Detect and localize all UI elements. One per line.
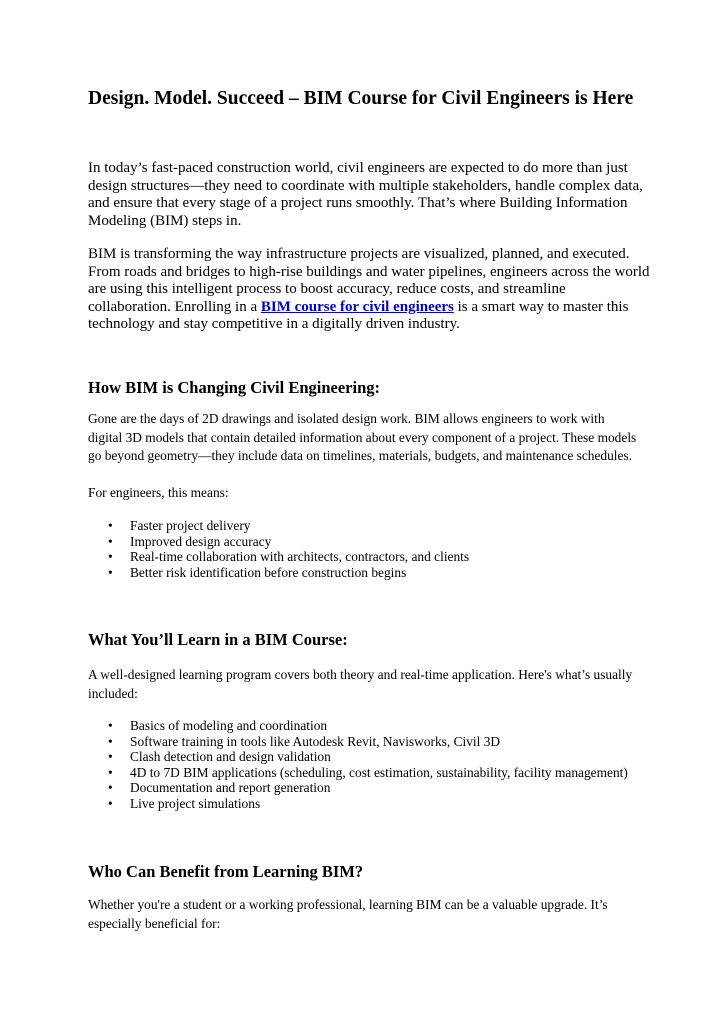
list-item <box>88 734 628 750</box>
list-item-text: Documentation and report generation <box>130 780 331 795</box>
text-line: For engineers, this means: <box>88 485 229 500</box>
list-item <box>88 765 628 781</box>
text-line: go beyond geometry—they include data on timelines, materials, budgets, and maintenance schedules. <box>88 448 633 463</box>
text-segment: is a smart way to master this <box>453 298 629 315</box>
bullet-icon: • <box>108 718 113 733</box>
text-line: especially beneficial for: <box>88 915 221 931</box>
text-line: Whether you're a student or a working professional, learning BIM can be a valuable upgrade. It’s <box>88 897 608 912</box>
text-line: Gone are the days of 2D drawings and isolated design work. BIM allows engineers to work with <box>88 411 605 426</box>
list-item-text: Basics of modeling and coordination <box>130 718 328 733</box>
list-item <box>88 565 469 581</box>
bullet-icon: • <box>108 518 113 533</box>
bullet-icon: • <box>108 795 113 811</box>
bullet-icon: • <box>108 764 113 780</box>
list-item <box>88 780 628 796</box>
list-item-text: Faster project delivery <box>130 518 251 533</box>
bullet-icon: • <box>108 533 113 549</box>
list-item <box>88 534 469 550</box>
text-line: included: <box>88 685 138 701</box>
section-heading-what-learn: What You’ll Learn in a BIM Course: <box>88 630 348 649</box>
list-item-text: Live project simulations <box>130 795 261 811</box>
list-item <box>88 718 628 734</box>
bullet-icon: • <box>108 749 113 764</box>
list-item-text: Better risk identification before construction begins <box>130 564 407 580</box>
bullet-icon: • <box>108 564 113 580</box>
text-line: digital 3D models that contain detailed information about every component of a project. These models <box>88 429 637 445</box>
text-line: Modeling (BIM) steps in. <box>88 212 242 229</box>
who-benefit-paragraph <box>88 896 648 933</box>
text-segment: collaboration. Enrolling in a <box>88 298 261 315</box>
bullet-icon: • <box>108 549 113 564</box>
list-item-text: 4D to 7D BIM applications (scheduling, cost estimation, sustainability, facility management) <box>130 764 628 780</box>
what-learn-paragraph <box>88 666 648 703</box>
text-line: technology and stay competitive in a digitally driven industry. <box>88 316 460 333</box>
text-line: are using this intelligent process to boost accuracy, reduce costs, and streamline <box>88 281 566 298</box>
how-bim-paragraph <box>88 410 648 466</box>
bullet-icon: • <box>108 733 113 749</box>
bim-course-link[interactable]: BIM course for civil engineers <box>260 298 454 315</box>
intro-paragraph <box>88 160 648 230</box>
course-topics-list <box>88 718 628 811</box>
text-line: BIM is transforming the way infrastructure projects are visualized, planned, and executed. <box>88 246 630 262</box>
text-line-with-link <box>88 299 648 317</box>
list-item <box>88 518 469 534</box>
section-heading-how-bim: How BIM is Changing Civil Engineering: <box>88 378 380 397</box>
bullet-icon: • <box>108 780 113 795</box>
list-item-text: Software training in tools like Autodesk Revit, Navisworks, Civil 3D <box>130 733 501 749</box>
benefits-list <box>88 518 469 580</box>
section-heading-who-benefit: Who Can Benefit from Learning BIM? <box>88 862 364 881</box>
list-item-text: Clash detection and design validation <box>130 749 331 764</box>
text-line: and ensure that every stage of a project runs smoothly. That’s where Building Information <box>88 195 628 212</box>
page-title: Design. Model. Succeed – BIM Course for Civil Engineers is Here <box>88 88 634 109</box>
list-item <box>88 749 628 765</box>
list-item <box>88 549 469 565</box>
engineers-lead-text <box>88 484 648 503</box>
text-line: From roads and bridges to high-rise buildings and water pipelines, engineers across the world <box>88 263 650 280</box>
text-line: A well-designed learning program covers both theory and real-time application. Here's what’s usually <box>88 667 633 682</box>
bim-transforming-paragraph <box>88 246 648 334</box>
list-item-text: Improved design accuracy <box>130 533 272 549</box>
list-item-text: Real-time collaboration with architects, contractors, and clients <box>130 549 470 564</box>
text-line: In today’s fast-paced construction world, civil engineers are expected to do more than just <box>88 160 628 176</box>
list-item <box>88 796 628 812</box>
text-line: design structures—they need to coordinate with multiple stakeholders, handle complex data, <box>88 177 643 194</box>
